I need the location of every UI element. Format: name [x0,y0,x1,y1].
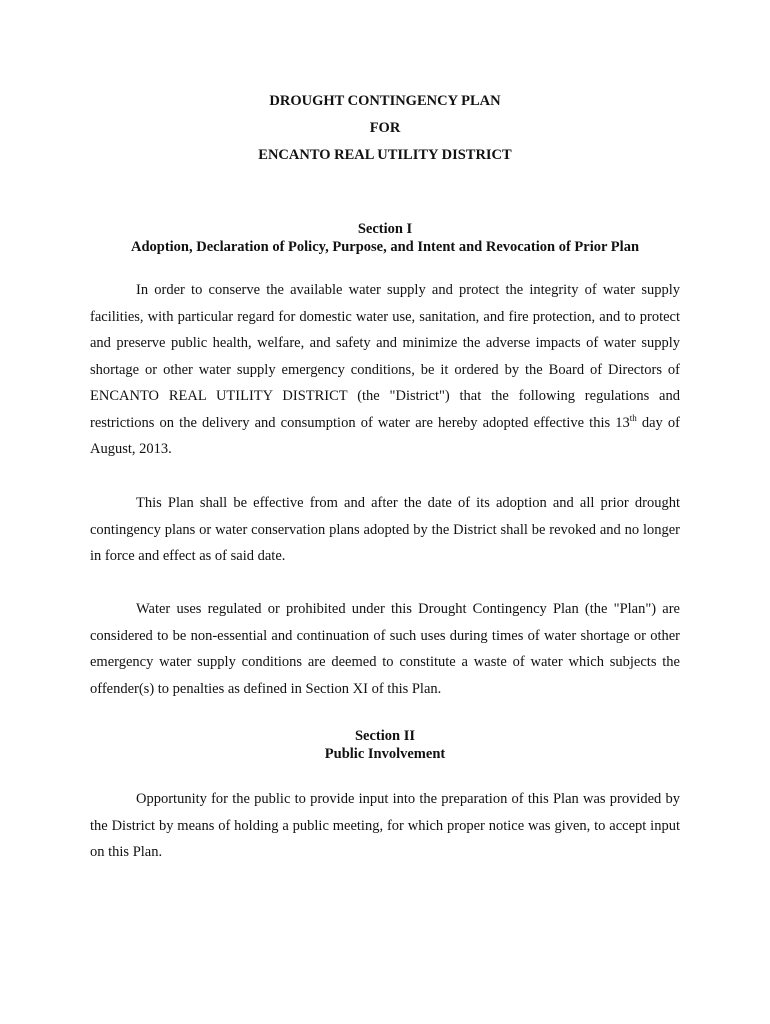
section-1-paragraph-1-end: day of August, 2013. [90,414,680,457]
section-1-paragraph-2: This Plan shall be effective from and after the date of its adoption and all prior drought contingency plans or water conservation plans adopted by the District shall be revoked and no longer in force and effect as of said date. [90,495,680,564]
section-1-paragraph-1-text: In order to conserve the available water supply and protect the integrity of water supply facilities, with particular regard for domestic water use, sanitation, and fire protection, and to protect and preserve public health, welfare, and safety and minimize the adverse impacts of water supply shortage or other water supply emergency conditions, be it ordered by the Board of Directors of ENCANTO REAL UTILITY DISTRICT (the "District") that the following regulations and restrictions on the delivery and consumption of water are hereby adopted effective this 13 [90,282,680,431]
section-1-title: Adoption, Declaration of Policy, Purpose, and Intent and Revocation of Prior Plan [130,239,640,255]
title-line-1: DROUGHT CONTINGENCY PLAN [269,93,501,109]
title-line-3: ENCANTO REAL UTILITY DISTRICT [258,147,512,163]
section-2-heading [0,727,770,763]
title-line-2: FOR [369,120,401,136]
section-1-number: Section I [357,221,413,237]
section-1-heading [0,220,770,256]
section-1-paragraph-3: Water uses regulated or prohibited under this Drought Contingency Plan (the "Plan") are considered to be non-essential and continuation of such uses during times of water shortage or other emergency water supply conditions are deemed to constitute a waste of water which subjects the offender(s) to penalties as defined in Section XI of this Plan. [90,601,680,697]
ordinal-suffix: th [629,412,637,423]
section-2-number: Section II [354,728,416,744]
section-2-title: Public Involvement [324,746,446,762]
section-2-paragraph-1: Opportunity for the public to provide input into the preparation of this Plan was provided by the District by means of holding a public meeting, for which proper notice was given, to accept input on this Plan. [90,791,680,860]
section-1-paragraph-1 [90,277,680,463]
